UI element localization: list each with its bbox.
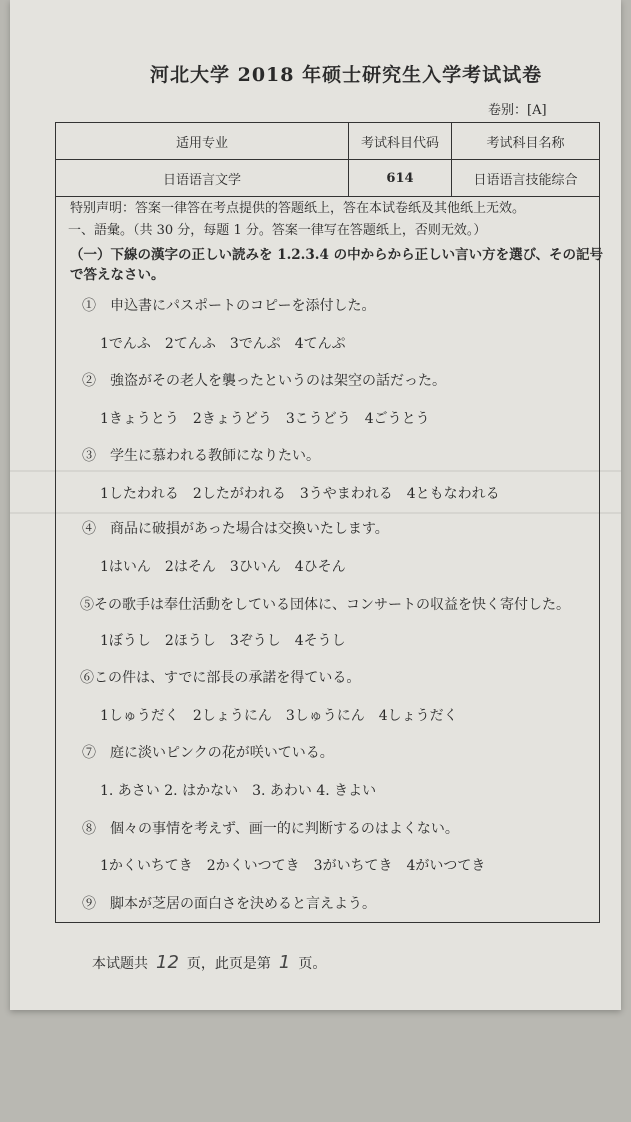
header-code: 考试科目代码 [349,123,452,160]
footer-suffix: 页。 [298,956,327,972]
options-2: 1きょうとう 2きょうどう 3こうどう 4ごうとう [100,411,430,427]
options-5: 1ぼうし 2ほうし 3ぞうし 4そうし [100,633,346,649]
question-1: ① 申込書にパスポートのコピーを添付した。 [82,298,376,314]
options-8: 1かくいちてき 2かくいつてき 3がいちてき 4がいつてき [100,858,486,874]
cell-subject: 日语语言技能综合 [452,160,600,197]
question-2: ② 強盗がその老人を襲ったというのは架空の話だった。 [82,373,446,389]
section-heading: 一、語彙。（共 30 分，每题 1 分。答案一律写在答题纸上，否则无效。） [68,223,487,238]
info-table-header-row [56,123,600,160]
page-footer [92,952,326,973]
sub-instruction: （一）下線の漢字の正しい読みを 1.2.3.4 の中からから正しい言い方を選び、その記号で答えなさい。 [70,247,604,283]
header-subject: 考试科目名称 [452,123,600,160]
options-6: 1しゅうだく 2しょうにん 3しゅうにん 4しょうだく [100,708,458,724]
options-1: 1でんふ 2てんふ 3でんぷ 4てんぷ [100,336,346,352]
question-8: ⑧ 個々の事情を考えず、画一的に判断するのはよくない。 [82,821,459,837]
cell-code: 614 [349,160,452,197]
exam-title: 河北大学 2018 年硕士研究生入学考试试卷 [150,64,543,86]
question-6: ⑥この件は、すでに部長の承諾を得ている。 [80,670,361,686]
question-7: ⑦ 庭に淡いピンクの花が咲いている。 [82,745,334,761]
question-5: ⑤その歌手は奉仕活動をしている団体に、コンサートの収益を快く寄付した。 [80,597,570,613]
options-7: 1. あさい 2. はかない 3. あわい 4. きよい [100,783,377,799]
footer-middle: 页，此页是第 [186,956,271,972]
options-4: 1はいん 2はそん 3ひいん 4ひそん [100,559,346,575]
footer-prefix: 本试题共 [92,956,148,972]
question-3: ③ 学生に慕われる教師になりたい。 [82,448,320,464]
info-table [55,122,600,197]
options-3: 1したわれる 2したがわれる 3うやまわれる 4ともなわれる [100,486,500,502]
question-9: ⑨ 脚本が芝居の面白さを決めると言えよう。 [82,896,376,912]
special-notice: 特别声明：答案一律答在考点提供的答题纸上，答在本试卷纸及其他纸上无效。 [70,201,526,216]
current-page: 1 [278,952,291,973]
question-4: ④ 商品に破損があった場合は交換いたします。 [82,521,389,537]
total-pages: 12 [156,952,179,973]
volume-label: 卷别：[A] [488,103,547,118]
header-major: 适用专业 [56,123,349,160]
cell-major: 日语语言文学 [56,160,349,197]
